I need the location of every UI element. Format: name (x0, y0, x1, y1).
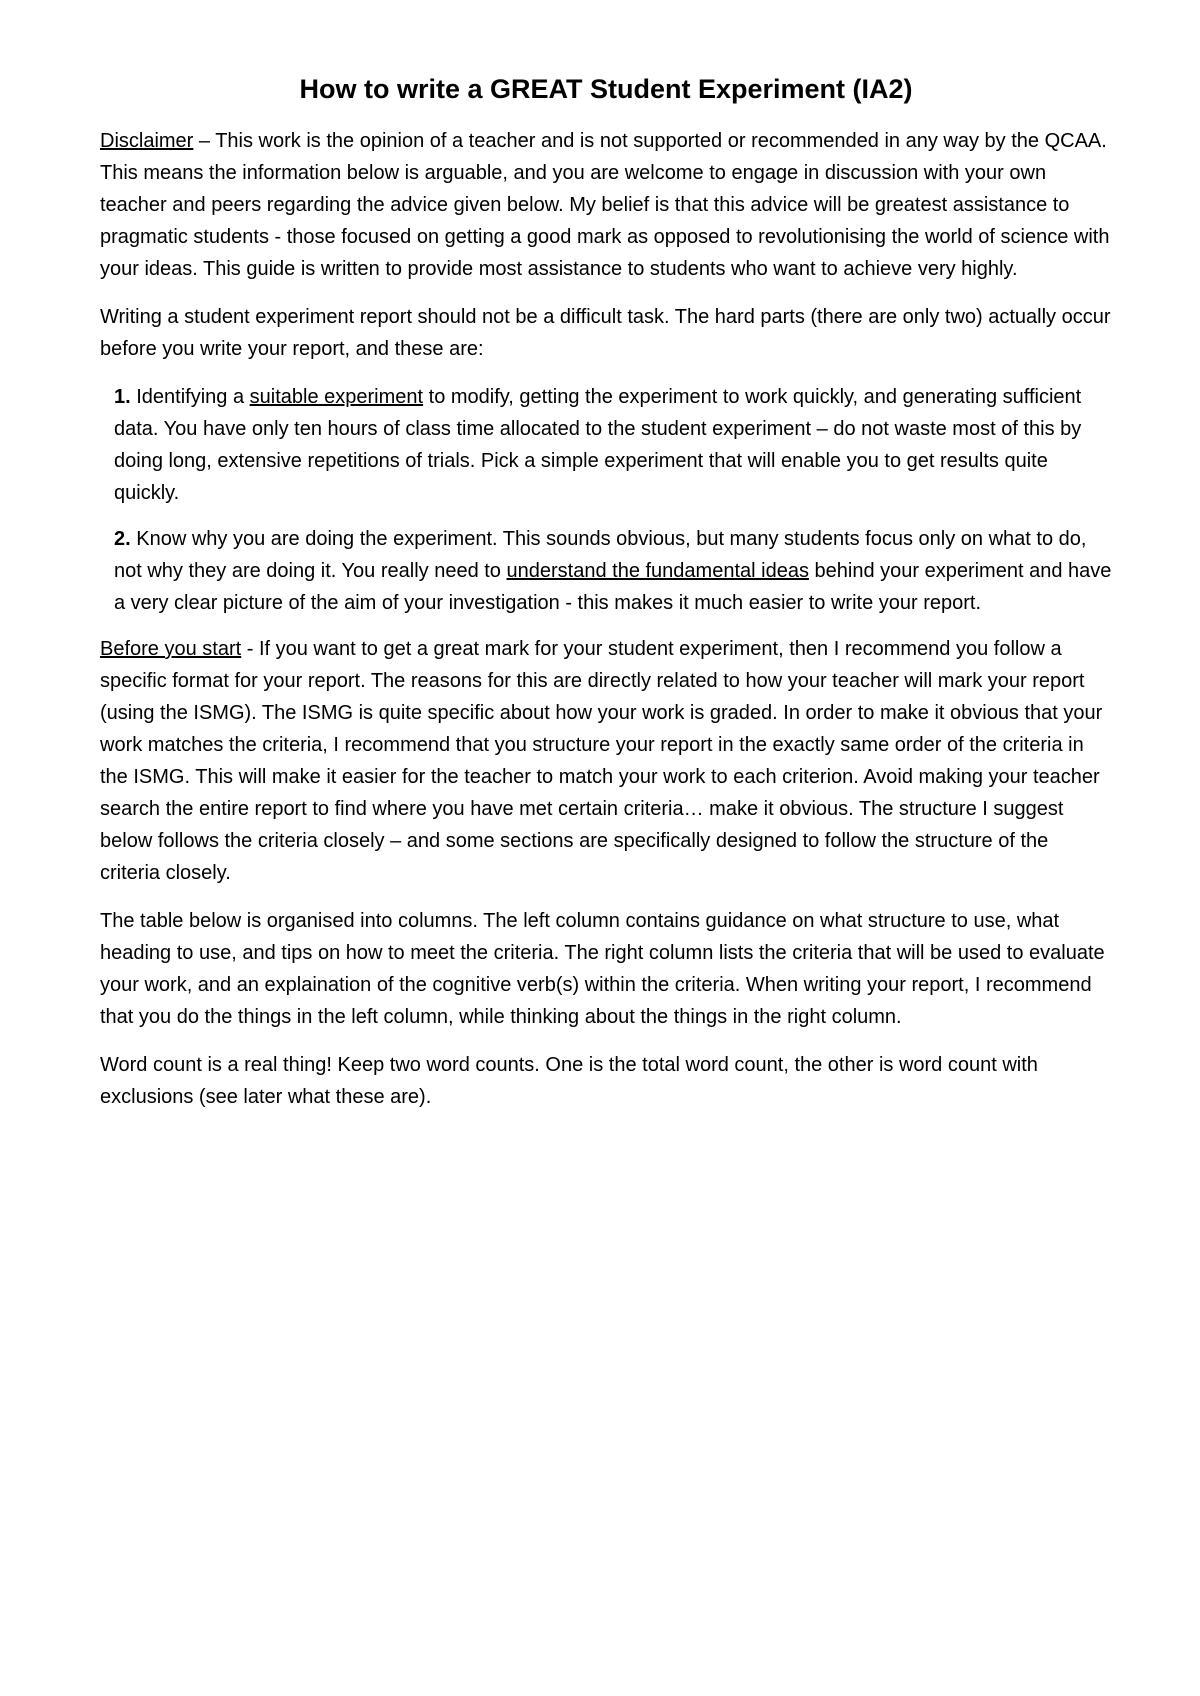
disclaimer-paragraph (100, 125, 1112, 285)
page-title: How to write a GREAT Student Experiment (IA2) (299, 74, 913, 104)
word-count-paragraph: Word count is a real thing! Keep two word counts. One is the total word count, the other is word count with exclusions (see later what these are). (100, 1054, 1038, 1109)
before-you-start-paragraph (100, 633, 1112, 889)
before-you-start-text: - If you want to get a great mark for your student experiment, then I recommend you follow a specific format for your report. The reasons for this are directly related to how your teacher will mark your report (using the ISMG). The ISMG is quite specific about how your work is graded. In order to make it obvious that your work matches the criteria, I recommend that you structure your report in the exactly same order of the criteria in the ISMG. This will make it easier for the teacher to match your work to each criterion. Avoid making your teacher search the entire report to find where you have met certain criteria… make it obvious. The structure I suggest below follows the criteria closely – and some sections are specifically designed to follow the structure of the criteria closely. (100, 638, 1103, 885)
document-page (100, 72, 1112, 1129)
disclaimer-label: Disclaimer (100, 130, 194, 153)
list-item (114, 523, 1112, 619)
step-text-before: Know why you are doing the experiment. This sounds obvious, but many students focus only on what to do, not why they are doing it. You really need to (114, 528, 1087, 583)
disclaimer-text: – This work is the opinion of a teacher and is not supported or recommended in any way by the QCAA. This means the information below is arguable, and you are welcome to engage in discussion with your own teacher and peers regarding the advice given below. My belief is that this advice will be greatest assistance to pragmatic students - those focused on getting a good mark as opposed to revolutionising the world of science with your ideas. This guide is written to provide most assistance to students who want to achieve very highly. (100, 130, 1110, 281)
step-underlined-phrase: suitable experiment (249, 386, 424, 409)
step-text-before: Identifying a (130, 386, 250, 409)
list-item (114, 381, 1112, 509)
step-number: 2. (114, 528, 131, 551)
before-you-start-label: Before you start (100, 638, 242, 661)
step-number: 1. (114, 386, 131, 409)
intro-paragraph: Writing a student experiment report should not be a difficult task. The hard parts (there are only two) actually occur before you write your report, and these are: (100, 306, 1111, 361)
step-text-after: to modify, getting the experiment to work quickly, and generating sufficient data. You have only ten hours of class time allocated to the student experiment – do not waste most of this by doing long, extensive repetitions of trials. Pick a simple experiment that will enable you to get results quite quickly. (114, 386, 1082, 505)
steps-list (100, 381, 1112, 619)
step-underlined-phrase: understand the fundamental ideas (506, 560, 809, 583)
table-explanation-paragraph: The table below is organised into columns. The left column contains guidance on what structure to use, what heading to use, and tips on how to meet the criteria. The right column lists the criteria that will be used to evaluate your work, and an explaination of the cognitive verb(s) within the criteria. When writing your report, I recommend that you do the things in the left column, while thinking about the things in the right column. (100, 910, 1105, 1029)
step-text-after: behind your experiment and have a very clear picture of the aim of your investigation - this makes it much easier to write your report. (114, 560, 1112, 615)
